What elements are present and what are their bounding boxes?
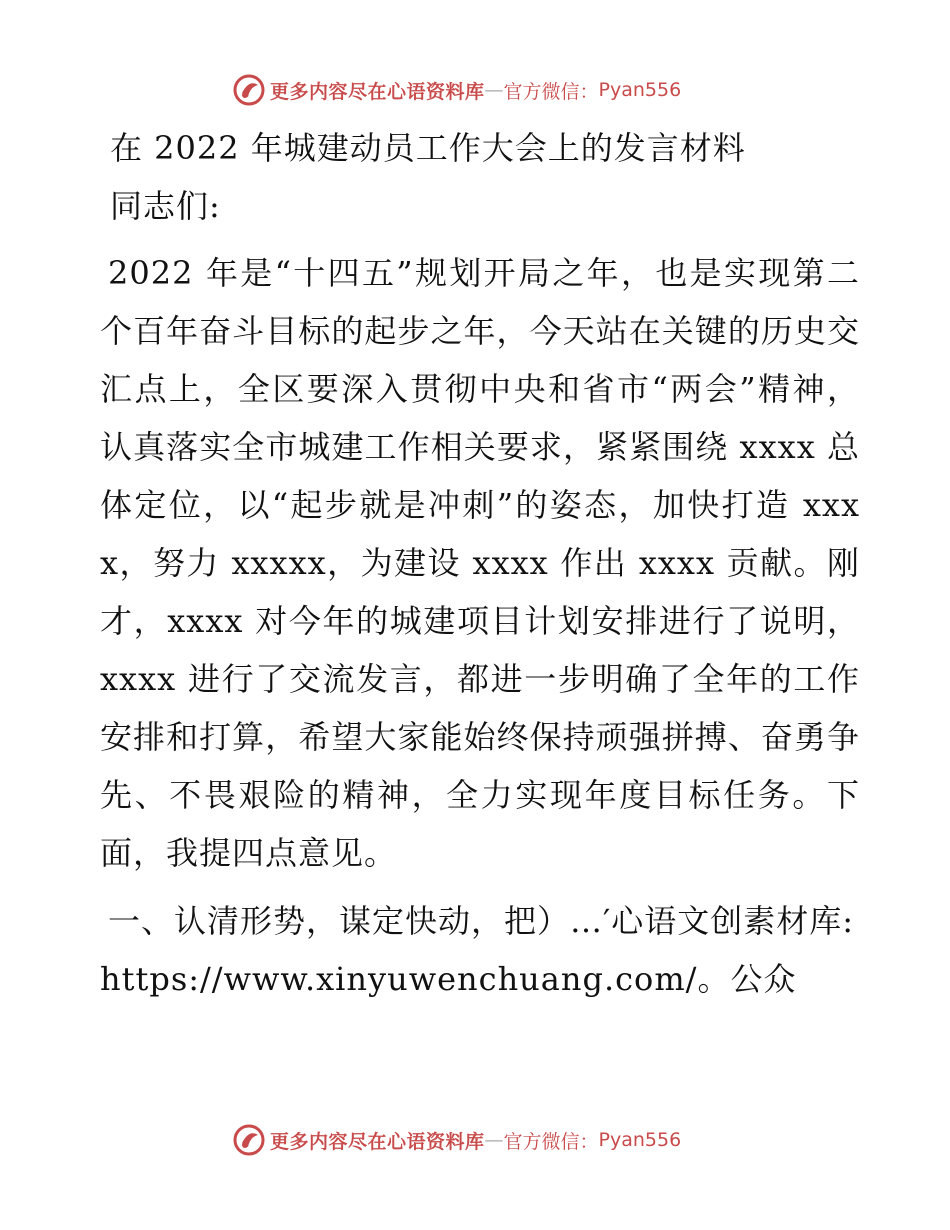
- watermark-footer: [232, 1120, 752, 1160]
- watermark-wechat-id: Pyan556: [598, 1129, 682, 1151]
- greeting: 同志们:: [110, 187, 221, 225]
- watermark-official-label: 官方微信：: [503, 80, 599, 103]
- watermark-main-text: 更多内容尽在心语资料库: [270, 80, 485, 103]
- watermark-wechat-id: Pyan556: [598, 79, 682, 101]
- watermark-main-text: 更多内容尽在心语资料库: [270, 1130, 485, 1153]
- watermark-dash: —: [484, 79, 504, 101]
- swirl-logo-icon: [232, 73, 266, 107]
- document-title: 在 2022 年城建动员工作大会上的发言材料: [110, 129, 746, 167]
- watermark-official-label: 官方微信：: [503, 1130, 599, 1153]
- section-heading-1: 一、认清形势，谋定快动，把）…′心语文创素材库: https://www.xinyuwenchuang.com/。公众: [100, 902, 855, 998]
- watermark-dash: —: [484, 1129, 504, 1151]
- watermark-header: [232, 70, 752, 110]
- paragraph-1: 2022 年是“十四五”规划开局之年，也是实现第二个百年奋斗目标的起步之年，今天站在关键的历史交汇点上，全区要深入贯彻中央和省市“两会”精神，认真落实全市城建工作相关要求，紧紧围绕 xxxx 总体定位，以“起步就是冲刺”的姿态，加快打造 xxxx，努力 xxxxx，为建设 xxxx 作出 xxxx 贡献。刚才，xxxx 对今年的城建项目计划安排进行了说明，xxxx 进行了交流发言，都进一步明确了全年的工作安排和打算，希望大家能始终保持顽强拼搏、奋勇争先、不畏艰险的精神，全力实现年度目标任务。下面，我提四点意见。: [100, 254, 860, 872]
- document-body: [100, 122, 860, 1008]
- swirl-logo-icon: [232, 1123, 266, 1157]
